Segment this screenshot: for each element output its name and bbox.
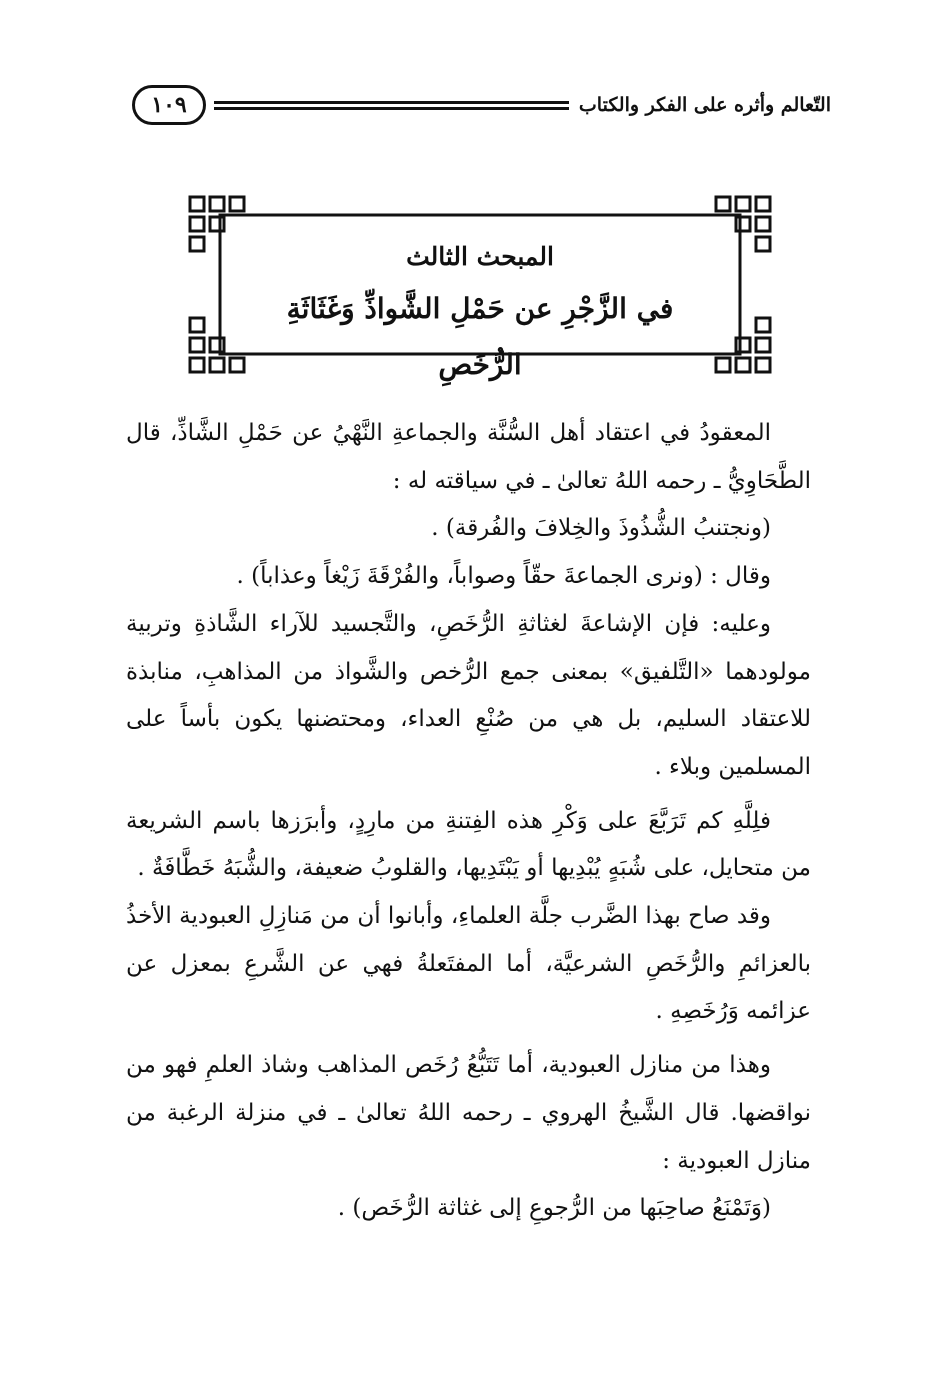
corner-ornament-icon bbox=[190, 318, 244, 372]
running-title: التّعالم وأثره على الفكر والكتاب bbox=[578, 94, 831, 116]
paragraph: وعليه: فإن الإشاعةَ لغثاثةِ الرُّخَصِ، والتَّجسيد للآراء الشَّاذةِ وتربية مولودهما «التَّلفيق» بمعنى جمع الرُّخص والشَّواذ من المذاهبِ، منابذة للاعتقاد السليم، بل هي من صُنْعِ العداء، ومحتضنها يكون بأساً على المسلمين وبلاء . bbox=[126, 610, 811, 780]
page-header bbox=[132, 80, 831, 130]
paragraph: المعقودُ في اعتقاد أهل السُّنَّة والجماعةِ النَّهْيُ عن حَمْلِ الشَّاذِّ، قال الطَّحَاوِيُّ ـ رحمه اللهُ تعالىٰ ـ في سياقته له : bbox=[126, 420, 811, 494]
paragraph: وهذا من منازل العبودية، أما تَتَبُّعُ رُخَص المذاهب وشاذ العلمِ فهو من نواقضها. قال الشَّيخُ الهروي ـ رحمه اللهُ تعالىٰ ـ في منزلة الرغبة من منازل العبودية : bbox=[126, 1052, 811, 1174]
section-number: المبحث الثالث bbox=[406, 242, 554, 271]
corner-ornament-icon bbox=[190, 197, 244, 251]
section-heading bbox=[246, 233, 714, 393]
corner-ornament-icon bbox=[716, 318, 770, 372]
page-number: ١٠٩ bbox=[132, 85, 206, 125]
header-rule bbox=[214, 98, 569, 113]
quotation: (وَتَمْنَعُ صاحِبَها من الرُّجوعِ إلى غثاثة الرُّخَص) . bbox=[337, 1195, 771, 1222]
body-text bbox=[126, 410, 811, 1233]
quotation: (ونجتنبُ الشُّذُوذَ والخِلافَ والفُرقة) . bbox=[431, 515, 771, 542]
section-heading-frame bbox=[186, 193, 774, 381]
section-title: في الزَّجْرِ عن حَمْلِ الشَّواذِّ وَغَثَاثَةِ الرُّخَصِ bbox=[286, 292, 674, 381]
paragraph: وقد صاح بهذا الضَّرب جلَّة العلماءِ، وأبانوا أن من مَنازِلِ العبودية الأخذُ بالعزائمِ والرُّخَصِ الشرعيَّة، أما المفتَعلةُ فهي عن الشَّرعِ بمعزل عن عزائمه وَرُخَصِهِ . bbox=[126, 903, 811, 1025]
corner-ornament-icon bbox=[716, 197, 770, 251]
paragraph: وقال : (ونرى الجماعةَ حقّاً وصواباً، والفُرْقَةَ زَيْغاً وعذاباً) . bbox=[236, 563, 771, 590]
paragraph: فلِلَّهِ كم تَرَبَّعَ على وَكْرِ هذه الفِتنةِ من مارِدٍ، وأبرَزها باسم الشريعة من متحايل، على شُبَهٍ يُبْدِيها أو يَبْتَدِيها، والقلوبُ ضعيفة، والشُّبَهُ خَطَّافَةٌ . bbox=[126, 807, 811, 882]
